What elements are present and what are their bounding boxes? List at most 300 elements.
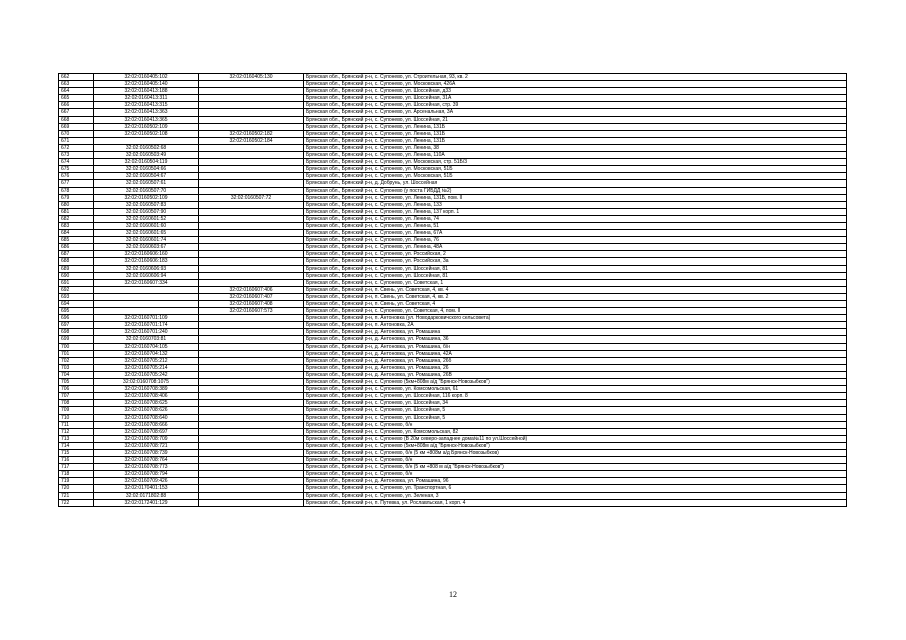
cadastral-number-cell: 32:02:0160503:49 bbox=[94, 152, 199, 159]
table-row bbox=[59, 201, 847, 208]
secondary-cadastral-cell bbox=[199, 322, 304, 329]
table-row bbox=[59, 244, 847, 251]
page-number: 12 bbox=[449, 590, 457, 599]
table-row bbox=[59, 407, 847, 414]
cadastral-number-cell: 32:02:0160606:160 bbox=[94, 251, 199, 258]
row-number-cell: 685 bbox=[59, 237, 94, 244]
address-cell: Брянская обл., Брянский р-н, с. Супонево, б/н (5 км +808м а/д Брянск-Новозыбков) bbox=[304, 449, 847, 456]
cadastral-number-cell: 32:02:0160708:764 bbox=[94, 457, 199, 464]
address-cell: Брянская обл., Брянский р-н, с. Супонево, ул. Ленина, 76 bbox=[304, 237, 847, 244]
secondary-cadastral-cell: 32:02:0160502:184 bbox=[199, 137, 304, 144]
cadastral-number-cell: 32:02:0160405:140 bbox=[94, 81, 199, 88]
cadastral-number-cell: 32:02:0160601:74 bbox=[94, 237, 199, 244]
secondary-cadastral-cell bbox=[199, 343, 304, 350]
address-cell: Брянская обл., Брянский р-н, п. Свень, ул. Советская, 4, кв. 2 bbox=[304, 293, 847, 300]
table-row bbox=[59, 166, 847, 173]
address-cell: Брянская обл., Брянский р-н, с. Супонево, ул. Комсомольская, 61 bbox=[304, 386, 847, 393]
secondary-cadastral-cell bbox=[199, 102, 304, 109]
cadastral-number-cell: 32:02:0160504:119 bbox=[94, 159, 199, 166]
cadastral-number-cell: 32:02:0160708:697 bbox=[94, 428, 199, 435]
row-number-cell: 693 bbox=[59, 293, 94, 300]
table-row bbox=[59, 435, 847, 442]
row-number-cell: 717 bbox=[59, 464, 94, 471]
cadastral-number-cell: 32:02:0160701:174 bbox=[94, 322, 199, 329]
cadastral-number-cell bbox=[94, 293, 199, 300]
cadastral-number-cell: 32:02:0160502:68 bbox=[94, 144, 199, 151]
secondary-cadastral-cell bbox=[199, 81, 304, 88]
row-number-cell: 690 bbox=[59, 272, 94, 279]
cadastral-number-cell: 32:02:0160708:389 bbox=[94, 386, 199, 393]
secondary-cadastral-cell: 32:02:0160607:573 bbox=[199, 308, 304, 315]
row-number-cell: 684 bbox=[59, 230, 94, 237]
cadastral-number-cell: 32:02:0160507:70 bbox=[94, 187, 199, 194]
secondary-cadastral-cell bbox=[199, 187, 304, 194]
row-number-cell: 718 bbox=[59, 471, 94, 478]
row-number-cell: 720 bbox=[59, 485, 94, 492]
row-number-cell: 676 bbox=[59, 173, 94, 180]
row-number-cell: 707 bbox=[59, 393, 94, 400]
address-cell: Брянская обл., Брянский р-н, д. Антоновка, ул. Ромашина bbox=[304, 329, 847, 336]
secondary-cadastral-cell bbox=[199, 421, 304, 428]
secondary-cadastral-cell: 32:02:0160405:130 bbox=[199, 74, 304, 81]
address-cell: Брянская обл., Брянский р-н, с. Супонево, ул. Московская, стр. 51Б/3 bbox=[304, 159, 847, 166]
cadastral-number-cell: 32:02:0160708:721 bbox=[94, 442, 199, 449]
address-cell: Брянская обл., Брянский р-н, с. Супонево, ул. Московская, 51Б bbox=[304, 173, 847, 180]
cadastral-number-cell: 32:02:0160708:1075 bbox=[94, 379, 199, 386]
address-cell: Брянская обл., Брянский р-н, д. Антоновка, ул. Ромашина, 42А bbox=[304, 350, 847, 357]
row-number-cell: 663 bbox=[59, 81, 94, 88]
address-cell: Брянская обл., Брянский р-н, с. Супонево, б/н bbox=[304, 471, 847, 478]
row-number-cell: 694 bbox=[59, 301, 94, 308]
table-row bbox=[59, 329, 847, 336]
cadastral-number-cell: 32:02:0160708:739 bbox=[94, 449, 199, 456]
address-cell: Брянская обл., Брянский р-н, с. Супонево, ул. Комсомольская, 82 bbox=[304, 428, 847, 435]
table-row bbox=[59, 371, 847, 378]
table-row bbox=[59, 457, 847, 464]
table-row bbox=[59, 130, 847, 137]
address-cell: Брянская обл., Брянский р-н, д. Антоновка, ул. Ромашина, 26б bbox=[304, 357, 847, 364]
cadastral-number-cell: 32:02:0160413:188 bbox=[94, 88, 199, 95]
row-number-cell: 705 bbox=[59, 379, 94, 386]
cadastral-number-cell: 32:02:0171802:88 bbox=[94, 492, 199, 499]
table-row bbox=[59, 464, 847, 471]
table-row bbox=[59, 364, 847, 371]
row-number-cell: 691 bbox=[59, 279, 94, 286]
table-row bbox=[59, 400, 847, 407]
address-cell: Брянская обл., Брянский р-н, с. Супонево, ул. Шоссейная, 5 bbox=[304, 414, 847, 421]
table-row bbox=[59, 74, 847, 81]
table-row bbox=[59, 322, 847, 329]
row-number-cell: 668 bbox=[59, 116, 94, 123]
cadastral-number-cell: 32:02:0160601:60 bbox=[94, 222, 199, 229]
secondary-cadastral-cell bbox=[199, 428, 304, 435]
address-cell: Брянская обл., Брянский р-н, с. Супонево, ул. Ленина, 133 bbox=[304, 201, 847, 208]
secondary-cadastral-cell: 32:02:0160607:408 bbox=[199, 301, 304, 308]
address-cell: Брянская обл., Брянский р-н, с. Супонево, ул. Ленина, 110А bbox=[304, 152, 847, 159]
table-row bbox=[59, 187, 847, 194]
row-number-cell: 679 bbox=[59, 194, 94, 201]
row-number-cell: 719 bbox=[59, 478, 94, 485]
address-cell: Брянская обл., Брянский р-н, с. Супонево, ул. Зеленая, 3 bbox=[304, 492, 847, 499]
table-row bbox=[59, 492, 847, 499]
address-cell: Брянская обл., Брянский р-н, п. Свень, ул. Советская, 4 bbox=[304, 301, 847, 308]
row-number-cell: 667 bbox=[59, 109, 94, 116]
row-number-cell: 675 bbox=[59, 166, 94, 173]
address-cell: Брянская обл., Брянский р-н, с. Супонево, ул. Ленина, 131Б bbox=[304, 130, 847, 137]
secondary-cadastral-cell bbox=[199, 251, 304, 258]
table-row bbox=[59, 180, 847, 187]
table-row bbox=[59, 265, 847, 272]
address-cell: Брянская обл., Брянский р-н, с. Супонево, ул. Московская, 51Б bbox=[304, 166, 847, 173]
row-number-cell: 677 bbox=[59, 180, 94, 187]
row-number-cell: 688 bbox=[59, 258, 94, 265]
cadastral-number-cell: 32:02:0160704:105 bbox=[94, 343, 199, 350]
table-row bbox=[59, 123, 847, 130]
table-row bbox=[59, 81, 847, 88]
secondary-cadastral-cell bbox=[199, 492, 304, 499]
secondary-cadastral-cell bbox=[199, 364, 304, 371]
secondary-cadastral-cell: 32:02:0160607:406 bbox=[199, 286, 304, 293]
row-number-cell: 671 bbox=[59, 137, 94, 144]
address-cell: Брянская обл., Брянский р-н, с. Супонево, ул. Строительная, 93, кв. 2 bbox=[304, 74, 847, 81]
cadastral-number-cell: 32:02:0170401:153 bbox=[94, 485, 199, 492]
row-number-cell: 674 bbox=[59, 159, 94, 166]
cadastral-number-cell: 32:02:0160413:311 bbox=[94, 95, 199, 102]
table-row bbox=[59, 379, 847, 386]
table-row bbox=[59, 357, 847, 364]
table-row bbox=[59, 386, 847, 393]
row-number-cell: 716 bbox=[59, 457, 94, 464]
cadastral-number-cell: 32:02:0160705:212 bbox=[94, 357, 199, 364]
row-number-cell: 689 bbox=[59, 265, 94, 272]
cadastral-number-cell: 32:02:0160709:426 bbox=[94, 478, 199, 485]
cadastral-number-cell: 32:02:0160405:102 bbox=[94, 74, 199, 81]
cadastral-number-cell: 32:02:0160502:109 bbox=[94, 123, 199, 130]
row-number-cell: 703 bbox=[59, 364, 94, 371]
address-cell: Брянская обл., Брянский р-н, с. Супонево, ул. Шоссейная, 81 bbox=[304, 272, 847, 279]
row-number-cell: 699 bbox=[59, 336, 94, 343]
table-row bbox=[59, 336, 847, 343]
table-row bbox=[59, 95, 847, 102]
cadastral-number-cell: 32:02:0160502:109 bbox=[94, 194, 199, 201]
cadastral-number-cell: 32:02:0160504:67 bbox=[94, 173, 199, 180]
secondary-cadastral-cell bbox=[199, 265, 304, 272]
row-number-cell: 687 bbox=[59, 251, 94, 258]
address-cell: Брянская обл., Брянский р-н, с. Супонево, ул. Ленина, 74 bbox=[304, 215, 847, 222]
address-cell: Брянская обл., Брянский р-н, с. Супонево, ул. Советская, 4, пом. II bbox=[304, 308, 847, 315]
row-number-cell: 680 bbox=[59, 201, 94, 208]
table-row bbox=[59, 471, 847, 478]
cadastral-number-cell: 32:02:0160708:794 bbox=[94, 471, 199, 478]
secondary-cadastral-cell bbox=[199, 116, 304, 123]
row-number-cell: 670 bbox=[59, 130, 94, 137]
table-row bbox=[59, 173, 847, 180]
cadastral-number-cell: 32:02:0160708:640 bbox=[94, 414, 199, 421]
address-cell: Брянская обл., Брянский р-н, с. Супонево, ул. Российская, 2 bbox=[304, 251, 847, 258]
secondary-cadastral-cell bbox=[199, 485, 304, 492]
secondary-cadastral-cell bbox=[199, 244, 304, 251]
secondary-cadastral-cell bbox=[199, 159, 304, 166]
table-row bbox=[59, 144, 847, 151]
row-number-cell: 678 bbox=[59, 187, 94, 194]
address-cell: Брянская обл., Брянский р-н, д. Антоновка, ул. Ромашина, 26В bbox=[304, 371, 847, 378]
cadastral-number-cell: 32:02:0160413:363 bbox=[94, 109, 199, 116]
row-number-cell: 698 bbox=[59, 329, 94, 336]
cadastral-number-cell: 32:02:0160601:52 bbox=[94, 215, 199, 222]
address-cell: Брянская обл., Брянский р-н, с. Супонево, б/н bbox=[304, 421, 847, 428]
address-cell: Брянская обл., Брянский р-н, с. Супонево, ул. Российская, 3а bbox=[304, 258, 847, 265]
row-number-cell: 673 bbox=[59, 152, 94, 159]
cadastral-number-cell: 32:02:0160504:66 bbox=[94, 166, 199, 173]
row-number-cell: 697 bbox=[59, 322, 94, 329]
secondary-cadastral-cell bbox=[199, 230, 304, 237]
cadastral-number-cell: 32:02:0160703:81 bbox=[94, 336, 199, 343]
row-number-cell: 686 bbox=[59, 244, 94, 251]
cadastral-number-cell: 32:02:0160701:109 bbox=[94, 315, 199, 322]
cadastral-number-cell: 32:02:0160708:709 bbox=[94, 435, 199, 442]
table-row bbox=[59, 137, 847, 144]
address-cell: Брянская обл., Брянский р-н, с. Супонево (В 20м северо-западнее дома№11 по ул.Шоссейной) bbox=[304, 435, 847, 442]
table-row bbox=[59, 499, 847, 506]
cadastral-number-cell: 32:02:0160708:625 bbox=[94, 400, 199, 407]
address-cell: Брянская обл., Брянский р-н, с. Супонево, ул. Ленина, 137 корп. 1 bbox=[304, 208, 847, 215]
address-cell: Брянская обл., Брянский р-н, с. Супонево, б/н bbox=[304, 457, 847, 464]
address-cell: Брянская обл., Брянский р-н, д. Антоновка, ул. Ромашина, б/н bbox=[304, 343, 847, 350]
row-number-cell: 710 bbox=[59, 414, 94, 421]
address-cell: Брянская обл., Брянский р-н, с. Супонево, ул. Ленина, 51 bbox=[304, 222, 847, 229]
row-number-cell: 715 bbox=[59, 449, 94, 456]
address-cell: Брянская обл., Брянский р-н, с. Супонево, б/н (5 км +808 м а/д "Брянск-Новозыбков") bbox=[304, 464, 847, 471]
secondary-cadastral-cell bbox=[199, 144, 304, 151]
address-cell: Брянская обл., Брянский р-н, с. Супонево, ул. Ленина, 38 bbox=[304, 144, 847, 151]
row-number-cell: 709 bbox=[59, 407, 94, 414]
secondary-cadastral-cell bbox=[199, 393, 304, 400]
secondary-cadastral-cell bbox=[199, 400, 304, 407]
cadastral-number-cell: 32:02:0160708:626 bbox=[94, 407, 199, 414]
secondary-cadastral-cell bbox=[199, 414, 304, 421]
address-cell: Брянская обл., Брянский р-н, с. Супонево, ул. Шоссейная, стр. 39 bbox=[304, 102, 847, 109]
row-number-cell: 662 bbox=[59, 74, 94, 81]
secondary-cadastral-cell bbox=[199, 237, 304, 244]
table-row bbox=[59, 293, 847, 300]
table-row bbox=[59, 272, 847, 279]
secondary-cadastral-cell bbox=[199, 471, 304, 478]
table-row bbox=[59, 442, 847, 449]
secondary-cadastral-cell bbox=[199, 464, 304, 471]
address-cell: Брянская обл., Брянский р-н, с. Супонево, ул. Шоссейная, 81 bbox=[304, 265, 847, 272]
address-cell: Брянская обл., Брянский р-н, с. Супонево, ул. Ленина, 48А bbox=[304, 244, 847, 251]
secondary-cadastral-cell bbox=[199, 407, 304, 414]
cadastral-number-cell: 32:02:0160708:406 bbox=[94, 393, 199, 400]
cadastral-number-cell: 32:02:0160606:93 bbox=[94, 265, 199, 272]
secondary-cadastral-cell bbox=[199, 357, 304, 364]
address-cell: Брянская обл., Брянский р-н, с. Супонево, ул. Московская, 426А bbox=[304, 81, 847, 88]
secondary-cadastral-cell bbox=[199, 258, 304, 265]
secondary-cadastral-cell bbox=[199, 435, 304, 442]
secondary-cadastral-cell bbox=[199, 123, 304, 130]
table-row bbox=[59, 478, 847, 485]
table-row bbox=[59, 251, 847, 258]
address-cell: Брянская обл., Брянский р-н, с. Супонево, ул. Ленина, 67А bbox=[304, 230, 847, 237]
table-row bbox=[59, 88, 847, 95]
cadastral-number-cell: 32:02:0160603:67 bbox=[94, 244, 199, 251]
secondary-cadastral-cell: 32:02:0160507:72 bbox=[199, 194, 304, 201]
row-number-cell: 681 bbox=[59, 208, 94, 215]
address-cell: Брянская обл., Брянский р-н, с. Супонево, ул. Шоссейная, 21 bbox=[304, 116, 847, 123]
cadastral-number-cell bbox=[94, 137, 199, 144]
cadastral-number-cell: 32:02:0160502:108 bbox=[94, 130, 199, 137]
row-number-cell: 672 bbox=[59, 144, 94, 151]
secondary-cadastral-cell bbox=[199, 478, 304, 485]
table-row bbox=[59, 159, 847, 166]
row-number-cell: 666 bbox=[59, 102, 94, 109]
secondary-cadastral-cell bbox=[199, 315, 304, 322]
address-cell: Брянская обл., Брянский р-н, п. Свень, ул. Советская, 4, кв. 4 bbox=[304, 286, 847, 293]
row-number-cell: 696 bbox=[59, 315, 94, 322]
cadastral-number-cell: 32:02:0160507:90 bbox=[94, 208, 199, 215]
cadastral-number-cell: 32:02:0160606:94 bbox=[94, 272, 199, 279]
secondary-cadastral-cell bbox=[199, 95, 304, 102]
cadastral-number-cell: 32:02:0160606:183 bbox=[94, 258, 199, 265]
cadastral-number-cell: 32:02:0160708:666 bbox=[94, 421, 199, 428]
secondary-cadastral-cell bbox=[199, 279, 304, 286]
secondary-cadastral-cell bbox=[199, 329, 304, 336]
address-cell: Брянская обл., Брянский р-н, д. Антоновка, ул. Ромашина, 96 bbox=[304, 478, 847, 485]
address-cell: Брянская обл., Брянский р-н, п. Антоновка, 2А bbox=[304, 322, 847, 329]
table-row bbox=[59, 215, 847, 222]
table-row bbox=[59, 421, 847, 428]
cadastral-number-cell: 32:02:0172401:129 bbox=[94, 499, 199, 506]
row-number-cell: 683 bbox=[59, 222, 94, 229]
secondary-cadastral-cell bbox=[199, 457, 304, 464]
secondary-cadastral-cell bbox=[199, 166, 304, 173]
secondary-cadastral-cell bbox=[199, 379, 304, 386]
secondary-cadastral-cell bbox=[199, 173, 304, 180]
row-number-cell: 713 bbox=[59, 435, 94, 442]
row-number-cell: 700 bbox=[59, 343, 94, 350]
row-number-cell: 722 bbox=[59, 499, 94, 506]
row-number-cell: 721 bbox=[59, 492, 94, 499]
address-cell: Брянская обл., Брянский р-н, с. Супонево, ул. Ленина, 131Б bbox=[304, 123, 847, 130]
secondary-cadastral-cell bbox=[199, 109, 304, 116]
row-number-cell: 706 bbox=[59, 386, 94, 393]
secondary-cadastral-cell: 32:02:0160502:182 bbox=[199, 130, 304, 137]
address-cell: Брянская обл., Брянский р-н, с. Супонево, ул. Транспортная, 6 bbox=[304, 485, 847, 492]
table-row bbox=[59, 258, 847, 265]
cadastral-number-cell: 32:02:0160601:65 bbox=[94, 230, 199, 237]
table-row bbox=[59, 109, 847, 116]
cadastral-number-cell: 32:02:0160705:242 bbox=[94, 371, 199, 378]
row-number-cell: 664 bbox=[59, 88, 94, 95]
secondary-cadastral-cell bbox=[199, 442, 304, 449]
cadastral-number-cell bbox=[94, 301, 199, 308]
address-cell: Брянская обл., Брянский р-н, с. Супонево, ул. Шоссейная, 31А bbox=[304, 95, 847, 102]
table-body bbox=[59, 74, 847, 507]
table-row bbox=[59, 343, 847, 350]
address-cell: Брянская обл., Брянский р-н, с. Супонево, ул. Шоссейная, д33 bbox=[304, 88, 847, 95]
cadastral-number-cell: 32:02:0160607:334 bbox=[94, 279, 199, 286]
table-row bbox=[59, 222, 847, 229]
address-cell: Брянская обл., Брянский р-н, с. Супонево, ул. Шоссейная, 34 bbox=[304, 400, 847, 407]
secondary-cadastral-cell bbox=[199, 371, 304, 378]
secondary-cadastral-cell bbox=[199, 449, 304, 456]
row-number-cell: 701 bbox=[59, 350, 94, 357]
secondary-cadastral-cell bbox=[199, 350, 304, 357]
cadastral-number-cell bbox=[94, 286, 199, 293]
table-row bbox=[59, 286, 847, 293]
table-row bbox=[59, 428, 847, 435]
cadastral-number-cell: 32:02:0160413:315 bbox=[94, 102, 199, 109]
row-number-cell: 708 bbox=[59, 400, 94, 407]
table-row bbox=[59, 308, 847, 315]
address-cell: Брянская обл., Брянский р-н, с. Супонево, ул. Советская, 1 bbox=[304, 279, 847, 286]
address-cell: Брянская обл., Брянский р-н, с. Супонево, ул. Шоссейная, 5 bbox=[304, 407, 847, 414]
table-row bbox=[59, 230, 847, 237]
row-number-cell: 714 bbox=[59, 442, 94, 449]
secondary-cadastral-cell bbox=[199, 499, 304, 506]
table-row bbox=[59, 279, 847, 286]
address-cell: Брянская обл., Брянский р-н, с. Супонево, ул. Ленина, 131Б bbox=[304, 137, 847, 144]
address-cell: Брянская обл., Брянский р-н, с. Супонево, ул. Арсенальная, 3А bbox=[304, 109, 847, 116]
row-number-cell: 704 bbox=[59, 371, 94, 378]
row-number-cell: 669 bbox=[59, 123, 94, 130]
cadastral-number-cell: 32:02:0160704:132 bbox=[94, 350, 199, 357]
cadastral-number-cell: 32:02:0160701:240 bbox=[94, 329, 199, 336]
secondary-cadastral-cell bbox=[199, 201, 304, 208]
row-number-cell: 692 bbox=[59, 286, 94, 293]
row-number-cell: 682 bbox=[59, 215, 94, 222]
secondary-cadastral-cell bbox=[199, 152, 304, 159]
secondary-cadastral-cell bbox=[199, 386, 304, 393]
cadastral-number-cell: 32:02:0160708:773 bbox=[94, 464, 199, 471]
address-cell: Брянская обл., Брянский р-н, с. Супонево (5км+808м а/д "Брянск-Новозыбков") bbox=[304, 379, 847, 386]
cadastral-number-cell: 32:02:0160413:365 bbox=[94, 116, 199, 123]
address-cell: Брянская обл., Брянский р-н, п. Путевка, ул. Рославльская, 1 корп. 4 bbox=[304, 499, 847, 506]
secondary-cadastral-cell bbox=[199, 180, 304, 187]
table-row bbox=[59, 393, 847, 400]
secondary-cadastral-cell bbox=[199, 222, 304, 229]
address-cell: Брянская обл., Брянский р-н, с. Супонево (у поста ГИБДД №2) bbox=[304, 187, 847, 194]
row-number-cell: 665 bbox=[59, 95, 94, 102]
row-number-cell: 702 bbox=[59, 357, 94, 364]
cadastral-number-cell bbox=[94, 308, 199, 315]
address-cell: Брянская обл., Брянский р-н, д. Добрунь, ул. Шоссейная bbox=[304, 180, 847, 187]
property-register-table bbox=[58, 73, 847, 507]
secondary-cadastral-cell bbox=[199, 208, 304, 215]
address-cell: Брянская обл., Брянский р-н, п. Антоновка (ул. Новодарковичского сельсовета) bbox=[304, 315, 847, 322]
secondary-cadastral-cell bbox=[199, 336, 304, 343]
table-row bbox=[59, 350, 847, 357]
row-number-cell: 695 bbox=[59, 308, 94, 315]
cadastral-number-cell: 32:02:0160507:83 bbox=[94, 201, 199, 208]
table-row bbox=[59, 237, 847, 244]
address-cell: Брянская обл., Брянский р-н, с. Супонево (5км+808м а/д "Брянск-Новозыбков") bbox=[304, 442, 847, 449]
table-row bbox=[59, 152, 847, 159]
table-row bbox=[59, 208, 847, 215]
table-row bbox=[59, 194, 847, 201]
row-number-cell: 711 bbox=[59, 421, 94, 428]
table-row bbox=[59, 414, 847, 421]
table-row bbox=[59, 449, 847, 456]
cadastral-number-cell: 32:02:0160507:61 bbox=[94, 180, 199, 187]
table-row bbox=[59, 301, 847, 308]
address-cell: Брянская обл., Брянский р-н, с. Супонево, ул. Шоссейная, 116 корп. 8 bbox=[304, 393, 847, 400]
secondary-cadastral-cell: 32:02:0160607:407 bbox=[199, 293, 304, 300]
table-row bbox=[59, 485, 847, 492]
secondary-cadastral-cell bbox=[199, 88, 304, 95]
address-cell: Брянская обл., Брянский р-н, д. Антоновка, ул. Ромашина, 36 bbox=[304, 336, 847, 343]
address-cell: Брянская обл., Брянский р-н, д. Антоновка, ул. Ромашина, 26 bbox=[304, 364, 847, 371]
